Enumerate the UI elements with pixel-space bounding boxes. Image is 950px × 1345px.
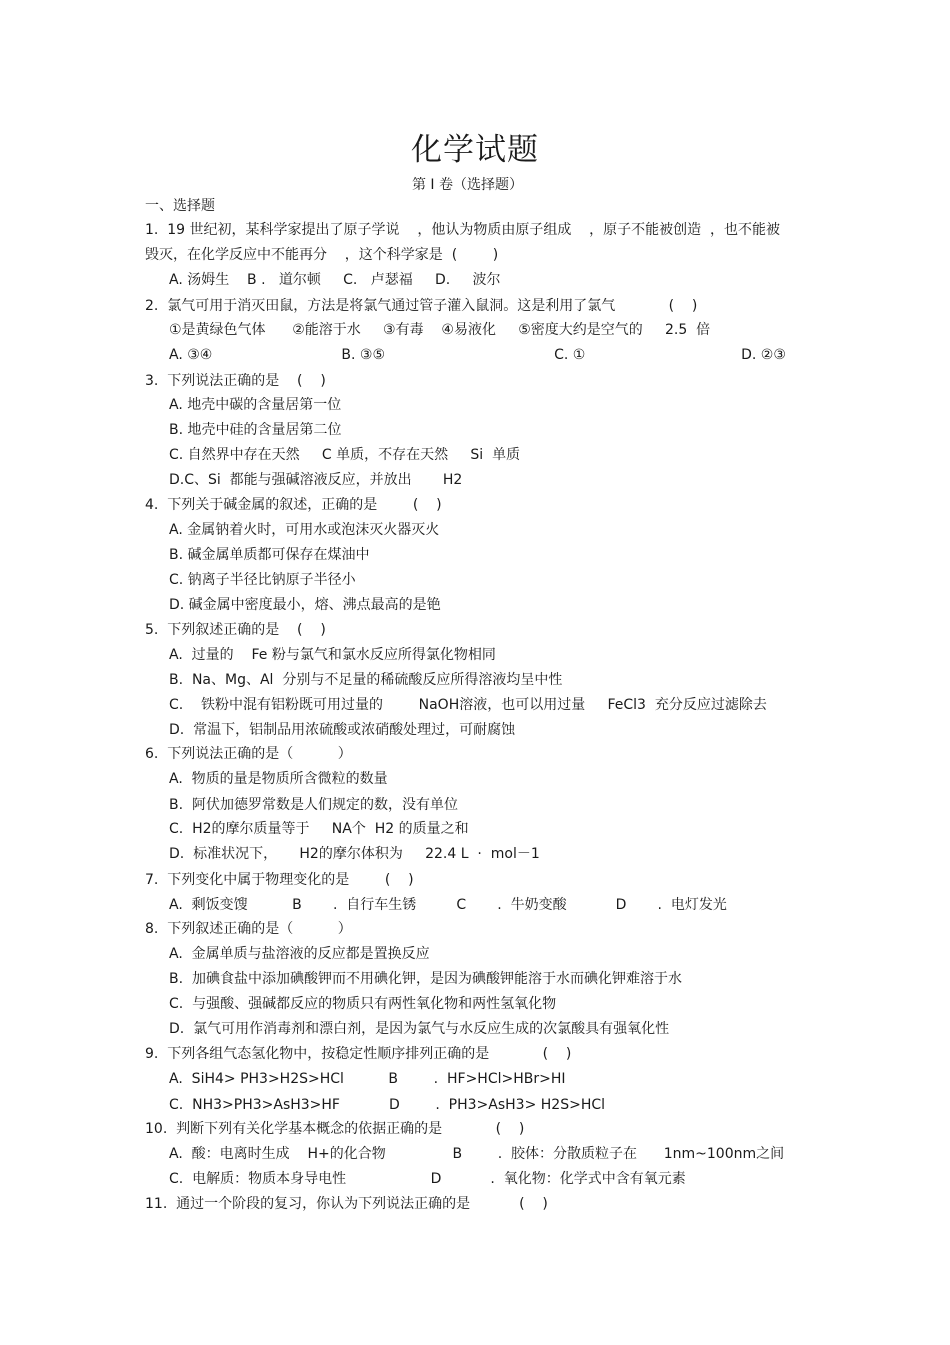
question-6-option-b: B. 阿伏加德罗常数是人们规定的数，没有单位 — [169, 797, 458, 813]
question-8-option-c: C. 与强酸、强碱都反应的物质只有两性氧化物和两性氢氧化物 — [169, 996, 557, 1012]
question-3-line-1: 3. 下列说法正确的是 ( ) — [145, 373, 326, 389]
question-10-line-1: 10. 判断下列有关化学基本概念的依据正确的是 ( ) — [145, 1121, 525, 1137]
question-2-statements: ①是黄绿色气体 ②能溶于水 ③有毒 ④易液化 ⑤密度大约是空气的 2.5 倍 — [169, 322, 711, 338]
question-3-option-d: D.C、Si 都能与强碱溶液反应，并放出 H2 — [169, 472, 463, 488]
question-5-option-a: A. 过量的 Fe 粉与氯气和氯水反应所得氯化物相同 — [169, 647, 496, 663]
question-8-option-a: A. 金属单质与盐溶液的反应都是置换反应 — [169, 946, 430, 962]
question-3-option-a: A. 地壳中碳的含量居第一位 — [169, 397, 342, 413]
question-4-option-d: D. 碱金属中密度最小，熔、沸点最高的是铯 — [169, 597, 441, 613]
question-10-options-ab: A. 酸：电离时生成 H+的化合物 B . 胶体：分散质粒子在 1nm~100nm之间 — [169, 1146, 785, 1162]
question-4-option-a: A. 金属钠着火时，可用水或泡沫灭火器灭火 — [169, 522, 440, 538]
question-5-option-d: D. 常温下，铝制品用浓硫酸或浓硝酸处理过，可耐腐蚀 — [169, 722, 516, 738]
question-2-options: A. ③④ B. ③⑤ C. ① D. ②③ — [169, 347, 786, 363]
question-6-option-a: A. 物质的量是物质所含微粒的数量 — [169, 771, 388, 787]
page-title: 化学试题 — [411, 132, 539, 168]
question-2-line-1: 2. 氯气可用于消灭田鼠，方法是将氯气通过管子灌入鼠洞。这是利用了氯气 ( ) — [145, 298, 698, 314]
question-5-line-1: 5. 下列叙述正确的是 ( ) — [145, 622, 326, 638]
question-8-option-b: B. 加碘食盐中添加碘酸钾而不用碘化钾，是因为碘酸钾能溶于水而碘化钾难溶于水 — [169, 971, 682, 987]
question-10-options-cd: C. 电解质：物质本身导电性 D . 氧化物：化学式中含有氧元素 — [169, 1171, 686, 1187]
question-9-line-1: 9. 下列各组气态氢化物中，按稳定性顺序排列正确的是 ( ) — [145, 1046, 572, 1062]
question-5-option-c: C. 铁粉中混有铝粉既可用过量的 NaOH溶液，也可以用过量 FeCl3 充分反应过滤除去 — [169, 697, 767, 713]
question-4-option-c: C. 钠离子半径比钠原子半径小 — [169, 572, 356, 588]
question-6-option-c: C. H2的摩尔质量等于 NA个 H2 的质量之和 — [169, 821, 469, 837]
section-heading: 一、选择题 — [145, 198, 215, 214]
question-9-options-ab: A. SiH4> PH3>H2S>HCl B . HF>HCl>HBr>HI — [169, 1071, 566, 1087]
question-1-line-1: 1. 19 世纪初，某科学家提出了原子学说 ，他认为物质由原子组成 ，原子不能被创造 ，也不能被 — [145, 222, 781, 238]
question-9-options-cd: C. NH3>PH3>AsH3>HF D . PH3>AsH3> H2S>HCl — [169, 1097, 606, 1113]
question-1-line-2: 毁灭，在化学反应中不能再分 ，这个科学家是 ( ) — [145, 247, 499, 263]
question-3-option-c: C. 自然界中存在天然 C 单质，不存在天然 Si 单质 — [169, 447, 521, 463]
question-4-line-1: 4. 下列关于碱金属的叙述，正确的是 ( ) — [145, 497, 442, 513]
question-11-line-1: 11. 通过一个阶段的复习，你认为下列说法正确的是 ( ) — [145, 1196, 548, 1212]
question-1-options: A. 汤姆生 B . 道尔顿 C. 卢瑟福 D. 波尔 — [169, 272, 501, 288]
question-3-option-b: B. 地壳中硅的含量居第二位 — [169, 422, 342, 438]
question-6-line-1: 6. 下列说法正确的是（ ） — [145, 746, 352, 762]
question-8-option-d: D. 氯气可用作消毒剂和漂白剂，是因为氯气与水反应生成的次氯酸具有强氧化性 — [169, 1021, 670, 1037]
question-6-option-d: D. 标准状况下， H2的摩尔体积为 22.4 L · mol－1 — [169, 846, 540, 862]
question-7-options: A. 剩饭变馊 B . 自行车生锈 C . 牛奶变酸 D . 电灯发光 — [169, 897, 727, 913]
question-4-option-b: B. 碱金属单质都可保存在煤油中 — [169, 547, 370, 563]
page-subtitle: 第 I 卷（选择题） — [411, 177, 524, 193]
question-7-line-1: 7. 下列变化中属于物理变化的是 ( ) — [145, 872, 414, 888]
question-8-line-1: 8. 下列叙述正确的是（ ） — [145, 921, 352, 937]
question-5-option-b: B. Na、Mg、Al 分别与不足量的稀硫酸反应所得溶液均呈中性 — [169, 672, 563, 688]
